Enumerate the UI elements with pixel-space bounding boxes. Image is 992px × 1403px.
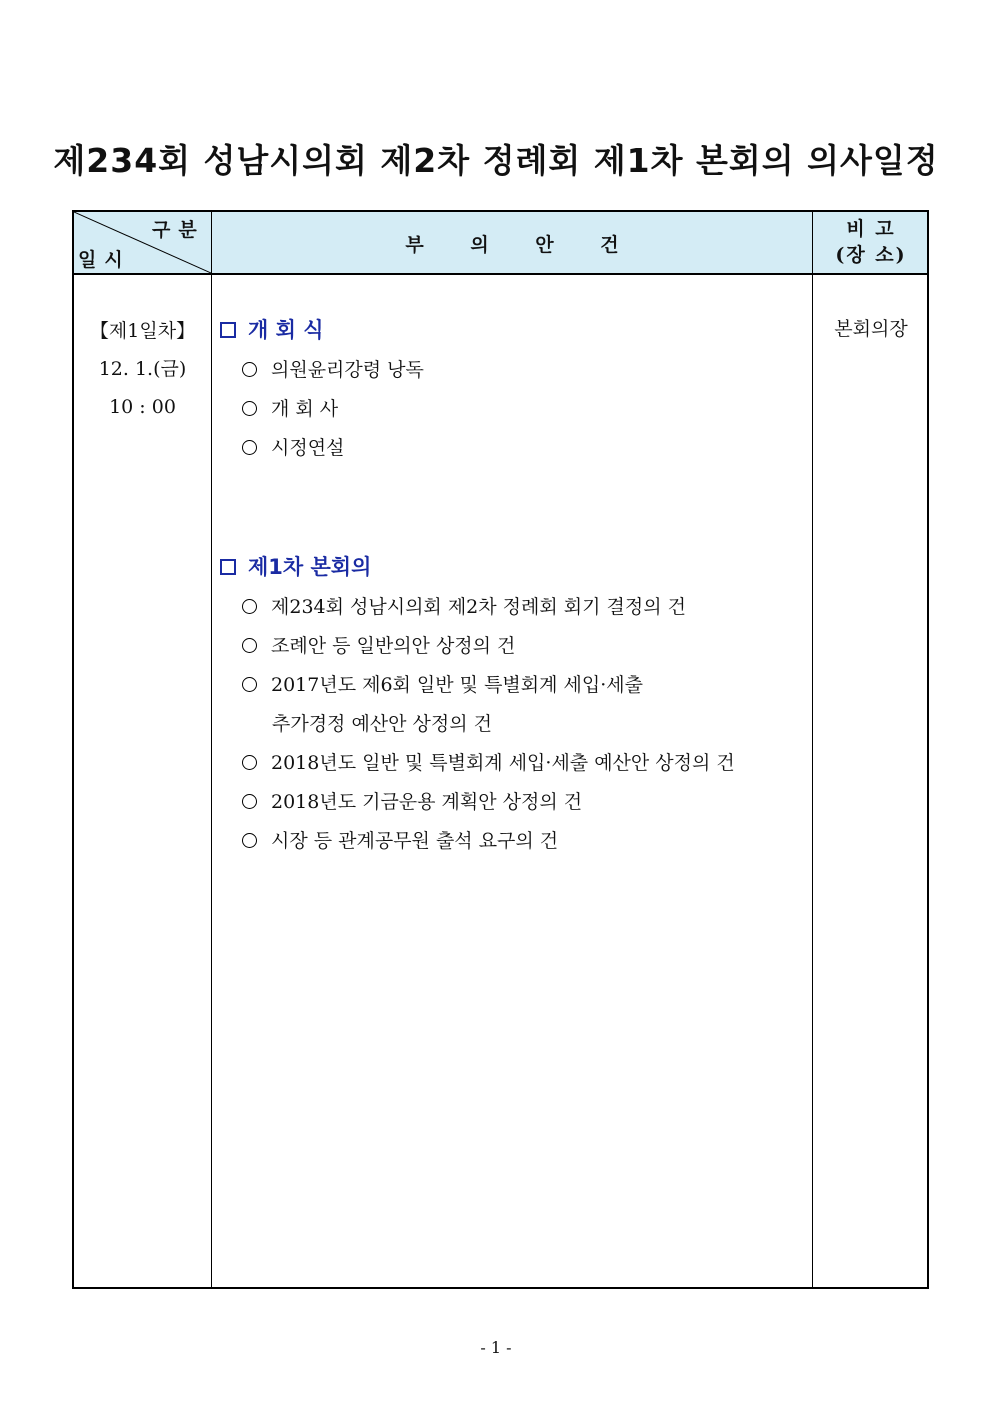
page-number: - 1 - [480, 1338, 512, 1357]
circle-bullet-icon [242, 794, 257, 809]
list-item: 2018년도 일반 및 특별회계 세입·세출 예산안 상정의 건 [242, 748, 735, 775]
list-item: 2017년도 제6회 일반 및 특별회계 세입·세출 [242, 670, 643, 697]
circle-bullet-icon [242, 599, 257, 614]
list-item-continuation: 추가경정 예산안 상정의 건 [272, 713, 493, 735]
circle-bullet-icon [242, 440, 257, 455]
circle-bullet-icon [242, 755, 257, 770]
section-title: 개 회 식 [248, 318, 324, 342]
date-label: 12. 1.(금) [98, 358, 187, 380]
header-category: 구분 [152, 219, 205, 241]
circle-bullet-icon [242, 401, 257, 416]
section-title: 제1차 본회의 [248, 555, 372, 579]
column-divider [211, 212, 212, 1287]
header-datetime: 일시 [78, 249, 131, 271]
list-item: 시정연설 [242, 433, 344, 460]
circle-bullet-icon [242, 638, 257, 653]
list-item: 제234회 성남시의회 제2차 정례회 회기 결정의 건 [242, 592, 686, 619]
section-heading [220, 314, 323, 344]
circle-bullet-icon [242, 833, 257, 848]
table-header [74, 212, 927, 275]
header-agenda: 부 의 안 건 [405, 234, 619, 256]
day-label: 【제1일차】 [89, 320, 196, 342]
header-note [813, 216, 929, 268]
date-cell [74, 312, 211, 426]
list-item: 개 회 사 [242, 394, 338, 421]
header-note-label: 비 고 [846, 218, 896, 240]
checkbox-square-icon [220, 322, 236, 338]
column-divider [812, 212, 813, 1287]
list-item: 2018년도 기금운용 계획안 상정의 건 [242, 787, 582, 814]
list-item: 시장 등 관계공무원 출석 요구의 건 [242, 826, 558, 853]
place-cell: 본회의장 [834, 318, 908, 340]
header-place-label: (장 소) [835, 244, 907, 266]
schedule-table [72, 210, 929, 1289]
document-title: 제234회 성남시의회 제2차 정례회 제1차 본회의 의사일정 [53, 141, 939, 180]
checkbox-square-icon [220, 559, 236, 575]
list-item: 조례안 등 일반의안 상정의 건 [242, 631, 515, 658]
section-heading [220, 551, 371, 581]
time-label: 10 : 00 [109, 396, 176, 418]
circle-bullet-icon [242, 677, 257, 692]
list-item: 의원윤리강령 낭독 [242, 355, 424, 382]
circle-bullet-icon [242, 362, 257, 377]
